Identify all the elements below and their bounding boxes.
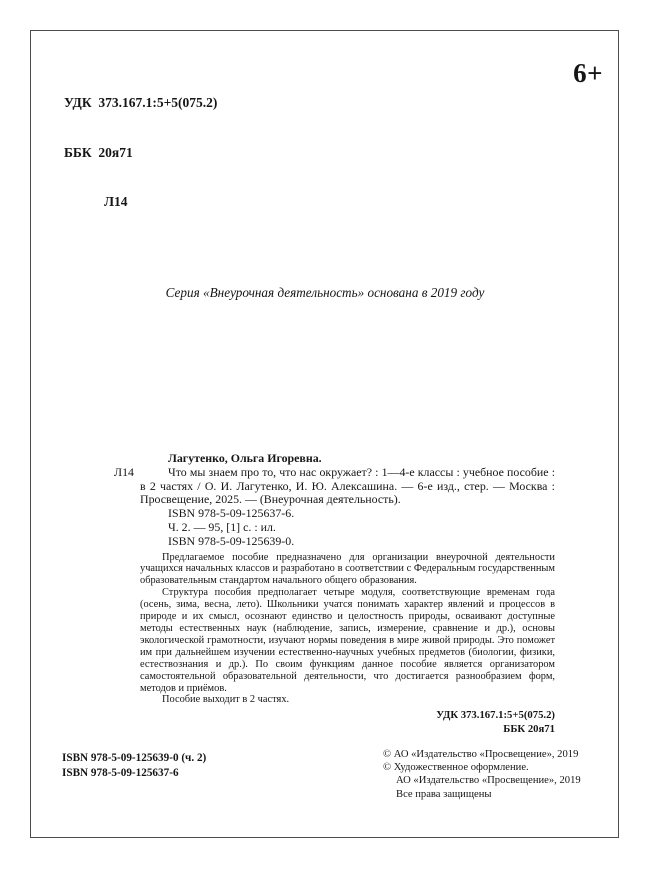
classification-codes-bottom (140, 709, 555, 735)
author-heading: Лагутенко, Ольга Игоревна. (168, 451, 322, 465)
annotation-paragraph-2: Структура пособия предполагает четыре модуля, соответствующие временам года (осень, зима, весна, лето). Школьники учатся понимать характер явлений и процессов в природе и их смысл, осознают единство и целостность природы, осваивают доступные методы естественных наук (наблюдение, запись, измерение, сравнение и др.), основы экологической грамотности, изучают нормы поведения в мире живой природы. Это поможет им при дальнейшем изучении естественно-научных учебных предметов (биологии, физики, естествознания и др.). По своим функциям данное пособие является организатором самостоятельной образовательной деятельности, что достигается разнообразием форм, методов и приёмов. (140, 587, 555, 694)
isbn-footer-line-1: ISBN 978-5-09-125639-0 (ч. 2) (62, 752, 207, 764)
part-info-line: Ч. 2. — 95, [1] с. : ил. (168, 519, 276, 534)
isbn-footer-line-2: ISBN 978-5-09-125637-6 (62, 767, 179, 779)
classification-codes-top (64, 62, 217, 244)
udk-code-top: УДК 373.167.1:5+5(075.2) (64, 95, 218, 110)
isbn-footer-block (62, 751, 206, 781)
series-note: Серия «Внеурочная деятельность» основана в 2019 году (165, 285, 485, 300)
isbn-part2-line: ISBN 978-5-09-125639-0. (168, 533, 295, 548)
bibliographic-description: Что мы знаем про то, что нас окружает? : 1—4-е классы : учебное пособие : в 2 частях / О. И. Лагутенко, И. Ю. Алексашина. — 6-е изд., стер. — Москва : Просвещение, 2025. — (Внеурочная деятельность). (140, 464, 555, 507)
isbn-part1-line: ISBN 978-5-09-125637-6. (168, 506, 295, 521)
age-rating-badge: 6+ (573, 58, 603, 88)
copyright-line-3: АО «Издательство «Просвещение», 2019 (396, 775, 581, 787)
copyright-line-2: © Художественное оформление. (383, 762, 529, 774)
bbk-code-top: ББК 20я71 (64, 144, 133, 160)
bbk-code-bottom: ББК 20я71 (503, 722, 555, 735)
copyright-line-4: Все права защищены (396, 788, 492, 800)
copyright-line-1: © АО «Издательство «Просвещение», 2019 (383, 749, 579, 760)
udk-code-bottom: УДК 373.167.1:5+5(075.2) (436, 709, 555, 722)
author-sign-margin: Л14 (114, 464, 134, 479)
copyright-block (383, 748, 581, 801)
bibliographic-entry (114, 451, 555, 549)
annotation-block (140, 552, 555, 707)
main-text-block (114, 451, 555, 736)
annotation-paragraph-3: Пособие выходит в 2 частях. (162, 694, 290, 706)
annotation-paragraph-1: Предлагаемое пособие предназначено для организации внеурочной деятельности учащихся начальных классов и разработано в соответствии с Федеральным государственным образовательным стандартом начального общего образования. (140, 551, 555, 587)
bibliographic-description-row (114, 464, 555, 507)
author-sign-top: Л14 (104, 194, 128, 209)
